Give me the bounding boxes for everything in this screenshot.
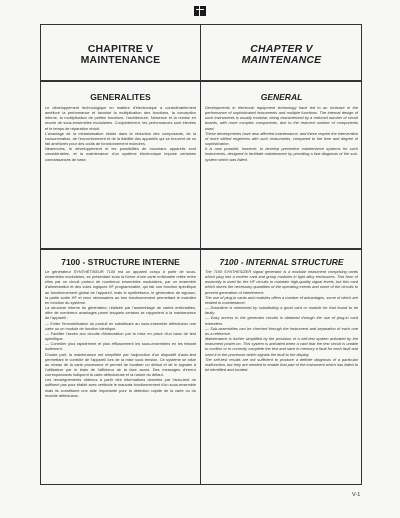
internal-paragraph-en: — Easy access to the generator circuits is obtained through the use of plug-in card extenders. — [205, 315, 358, 326]
section-title-internal-fr: 7100 - STRUCTURE INTERNE — [61, 257, 180, 267]
internal-paragraph-en: Maintenance is further simplified by the provision of a self-test system activated by the instrument power-on. This system is activated when a card that the test circuit is unable to confirm or to correctly complete the test and save in memory a fault for each fault and send it to the processor which signals the fault to the display. — [205, 336, 358, 357]
internal-paragraph-en: The use of plug-in cards and modules offers a number of advantages, some of which are related to maintenance: — [205, 294, 358, 305]
internal-paragraph-fr: — Eviter l'immobilisation du produit en substituant au sous-ensemble défectueux une carte ou un module de fonction identique. — [45, 320, 196, 331]
chapter-line2-fr: MAINTENANCE — [80, 54, 161, 66]
internal-paragraph-fr: — Contrôler plus rapidement et plus efficacement les sous-ensembles en les testant isolément. — [45, 341, 196, 352]
internal-paragraph-en: — Downtime is minimized by substituting a good card or module for that found to be faulty. — [205, 305, 358, 316]
internal-paragraph-fr: Le générateur SYNTHÉTISEUR 7100 est un appareil conçu à partir de sous-ensembles modulaires, se présentant sous la forme d'une carte enfichable reliée entre elles par un circuit porteur de nombreux ensembles modulaires, par un ensemble d'alimentation et des voies logiques HF programmable, qui fait une fonction spécifique au fonctionnement global de l'appareil, mais le synthétiseur, le générateur de signaux, la partie sortie HF et ceux nécessaires au bon fonctionnement permettant le maintien en fonction du système. — [45, 269, 196, 305]
internal-text-en — [205, 269, 358, 449]
general-paragraph-en: It is now possible, however, to develop preventive maintenance systems for such instruments, designed to facilitate maintenance by providing a fast diagnosis of the sub-system which was failed. — [205, 146, 358, 162]
chapter-line1-fr: CHAPITRE V — [87, 43, 154, 55]
section-title-general-fr: GENERALITES — [90, 92, 151, 102]
internal-paragraph-fr: Les renseignements obtenus à partir des informations données par l'auto-test ne suffisent pas pour établir avec certitude le mauvais fonctionnement d'un sous-ensemble mais ils constituent une aide importante pour la détection rapide de la carte ou du module défectueux. — [45, 377, 196, 398]
general-paragraph-en: These developments have also affected maintenance, and these require the intervention of more skilled engineers with such instruments, compared to the time and degree of sophistication. — [205, 130, 358, 147]
chapter-title-en — [205, 44, 358, 66]
general-paragraph-en: Developments in electronic equipment technology have led to an increase in the performance of sophisticated instruments and multiple functions. The internal design of such instruments is usually modular, being characterized by a reduced number of circuit boards, with more complex components, due to the reduced number of components used. — [205, 105, 358, 131]
internal-paragraph-fr: — Faciliter l'accès aux circuits d'élaboration par la mise en place d'un banc de test spécifique. — [45, 330, 196, 342]
section-title-general-en: GENERAL — [260, 92, 303, 102]
logo-icon — [194, 6, 206, 16]
page-number: V-1 — [352, 492, 361, 498]
chapter-line1-en: CHAPTER V — [250, 43, 313, 55]
internal-paragraph-en: The 7100 SYNTHESIZER signal generator is a modular instrument comprising cards which plug into a mother card and group modules in light alloy enclosures. This form of assembly is used for the HF circuits to maintain high-quality signal levels, but this card which stores the necessary quantities of the operating events and some of the circuits to prevent generation of interference. — [205, 269, 358, 295]
general-text-fr — [45, 105, 196, 243]
chapter-title-fr — [45, 44, 196, 66]
internal-paragraph-en: The self-test results are not sufficient to produce a definite diagnosis of a particular malfunction, but they are needed to enable that part of the instrument which has failed to be identified and located. — [205, 356, 358, 372]
section-rule — [40, 248, 362, 250]
general-paragraph-fr: Le développement technologique en matière d'électronique a considérablement amélioré la performance et favorisé la multiplication des fonctions, la conception interne, la multiplication de petites fonctions, l'architecture, l'absence et la remise en œuvre de sous-ensembles modulaires. Conjointement, les performances sont élevées et le temps de réparation réduit. — [45, 105, 196, 131]
general-text-en — [205, 105, 358, 203]
header-rule — [40, 80, 362, 82]
internal-text-fr — [45, 269, 196, 479]
chapter-line2-en: MAINTENANCE — [241, 54, 322, 66]
general-paragraph-fr: L'avantage de la miniaturisation réside dans la réduction des composants, de la consommation, de l'encombrement et de la fiabilité des appareils qui se trouvent de ce fait améliorés pour des coûts de fonctionnement moindres. — [45, 130, 196, 147]
internal-paragraph-fr: La structure interne du générateur, réalisée par l'assemblage de cartes enfichables, offre de nombreux avantages parmi lesquels certains se rapportent à la maintenance de l'appareil : — [45, 305, 196, 321]
section-title-internal-en: 7100 - INTERNAL STRUCTURE — [219, 257, 344, 267]
general-paragraph-fr: Néanmoins, le développement et les possibilités de nouveaux appareils sont considérables, et la maintenance d'un système électronique impose certaines connaissances de base. — [45, 146, 196, 162]
column-divider — [200, 24, 201, 485]
internal-paragraph-en: — Sub-assemblies can be checked through the instrument and separation of each one as a reference. — [205, 325, 358, 336]
internal-paragraph-fr: D'autre part, la maintenance est simplifiée par l'adjonction d'un dispositif d'auto-test permettant le contrôle de l'appareil lors de la mise sous tension. Ce système se situe au niveau de la carte processeur et permet de localiser un défaut et de le signaler à l'utilisateur par le biais de l'afficheur de la face avant. Des messages d'erreur correspondants indiquent la carte défectueuse et la nature du défaut. — [45, 351, 196, 378]
